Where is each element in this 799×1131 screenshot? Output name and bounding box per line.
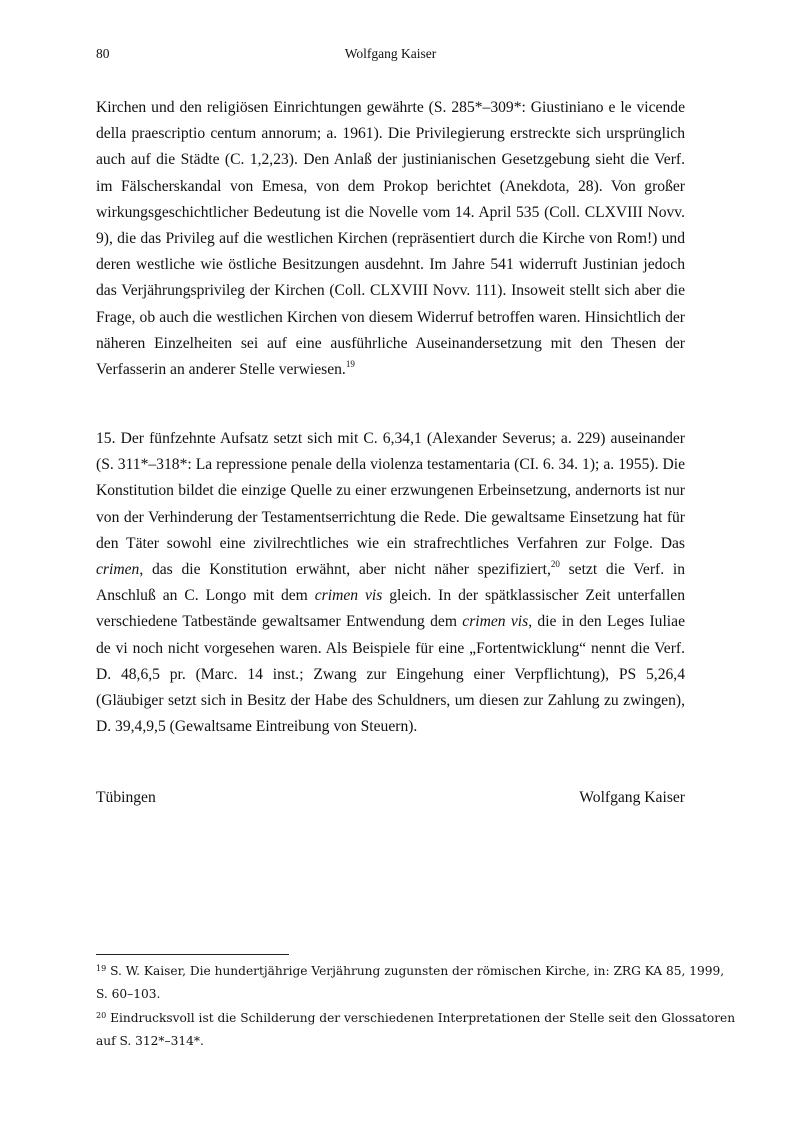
paragraph-2 xyxy=(96,426,685,740)
page-number: 80 xyxy=(96,46,110,61)
text-line: (S. 311*–318*: La repressione penale della violenza testamentaria (CI. 6. 34. 1); a. 1955). Die xyxy=(96,456,685,474)
text-segment: verschiedene Tatbestände gewaltsamer Entwendung dem xyxy=(96,613,463,631)
footnote-line xyxy=(96,960,725,983)
signoff xyxy=(96,789,685,813)
footnotes xyxy=(96,960,736,1053)
footnote-line: auf S. 312*–314*. xyxy=(96,1033,204,1048)
text-line xyxy=(96,557,685,583)
text-line xyxy=(96,357,685,383)
italic-term: crimen xyxy=(96,560,140,578)
signoff-place: Tübingen xyxy=(96,789,156,806)
text-segment: Anschluß an C. Longo mit dem xyxy=(96,587,315,605)
text-line: den Täter sowohl eine zivilrechtliches wie ein strafrechtliches Verfahren zur Folge. Das xyxy=(96,534,685,552)
text-segment: gleich. In der spätklassischer Zeit unterfallen xyxy=(382,587,685,605)
paragraph-1 xyxy=(96,95,685,383)
italic-term: crimen vis xyxy=(314,587,383,605)
text-segment: setzt die Verf. in xyxy=(559,560,685,578)
text-segment: Verfasserin an anderer Stelle verwiesen. xyxy=(96,360,346,378)
footnote-line xyxy=(96,1007,736,1030)
footnote-separator xyxy=(96,954,289,955)
text-line xyxy=(96,583,685,609)
running-title: Wolfgang Kaiser xyxy=(344,46,437,61)
text-line: deren westliche wie östliche Besitzungen ausdehnt. Im Jahre 541 widerruft Justinian jedoch xyxy=(96,256,685,274)
text-line: das Verjährungsprivileg der Kirchen (Coll. CLXVIII Novv. 111). Insoweit stellt sich aber die xyxy=(96,282,685,300)
text-line: della praescriptio centum annorum; a. 1961). Die Privilegierung erstreckte sich ursprünglich xyxy=(96,125,685,143)
text-line: (Gläubiger setzt sich in Besitz der Habe des Schuldners, um diesen zur Zahlung zu zwingen), xyxy=(96,691,685,709)
footnote-number: 20 xyxy=(96,1010,107,1020)
text-line: D. 39,4,9,5 (Gewaltsame Eintreibung von Steuern). xyxy=(96,718,418,736)
text-line: von der Verhinderung der Testamentserrichtung die Rede. Die gewaltsame Einsetzung hat für xyxy=(96,508,685,526)
text-line: Konstitution bildet die einzige Quelle zu einer erzwungenen Erbeinsetzung, andernorts ist nur xyxy=(96,482,685,500)
footnote-19 xyxy=(96,960,725,1007)
text-line: näheren Einzelheiten sei auf eine ausführliche Auseinandersetzung mit den Thesen der xyxy=(96,334,685,352)
footnote-line: S. 60–103. xyxy=(96,987,161,1002)
text-segment: , die in den Leges Iuliae xyxy=(528,613,685,631)
footnote-reference-19[interactable]: 19 xyxy=(345,358,355,369)
text-line: 15. Der fünfzehnte Aufsatz setzt sich mit C. 6,34,1 (Alexander Severus; a. 229) auseinander xyxy=(96,430,685,447)
text-line: Frage, ob auch die westlichen Kirchen von diesem Widerruf betroffen waren. Hinsichtlich der xyxy=(96,308,685,326)
text-line: auch auf die Städte (C. 1,2,23). Den Anlaß der justinianischen Gesetzgebung sieht die Verf. xyxy=(96,151,685,169)
signoff-author: Wolfgang Kaiser xyxy=(579,789,685,806)
footnote-text: Eindrucksvoll ist die Schilderung der verschiedenen Interpretationen der Stelle seit den Glossatoren xyxy=(110,1010,736,1025)
text-line: D. 48,6,5 pr. (Marc. 14 inst.; Zwang zur Eingehung einer Verpflichtung), PS 5,26,4 xyxy=(96,665,685,683)
text-line xyxy=(96,609,685,635)
text-line: 9), die das Privileg auf die westlichen Kirchen (repräsentiert durch die Kirche von Rom!) und xyxy=(96,229,685,247)
footnote-text: S. W. Kaiser, Die hundertjährige Verjährung zugunsten der römischen Kirche, in: ZRG KA 85, 1999, xyxy=(110,964,725,978)
footnote-20 xyxy=(96,1007,736,1054)
italic-term: crimen vis xyxy=(462,613,529,631)
text-line: Kirchen und den religiösen Einrichtungen gewährte (S. 285*–309*: Giustiniano e le vicende xyxy=(96,99,685,116)
text-line: de vi noch nicht vorgesehen waren. Als Beispiele für eine „Fortentwicklung“ nennt die Verf. xyxy=(96,639,685,657)
text-line: wirkungsgeschichtlicher Bedeutung ist die Novelle vom 14. April 535 (Coll. CLXVIII Novv. xyxy=(96,203,685,221)
text-segment: , das die Konstitution erwähnt, aber nicht näher spezifiziert, xyxy=(139,560,551,578)
page-header xyxy=(96,46,685,66)
text-line: im Fälscherskandal von Emesa, von dem Prokop berichtet (Anekdota, 28). Von großer xyxy=(96,177,685,195)
footnote-number: 19 xyxy=(96,964,107,973)
footnote-reference-20[interactable]: 20 xyxy=(550,558,560,569)
